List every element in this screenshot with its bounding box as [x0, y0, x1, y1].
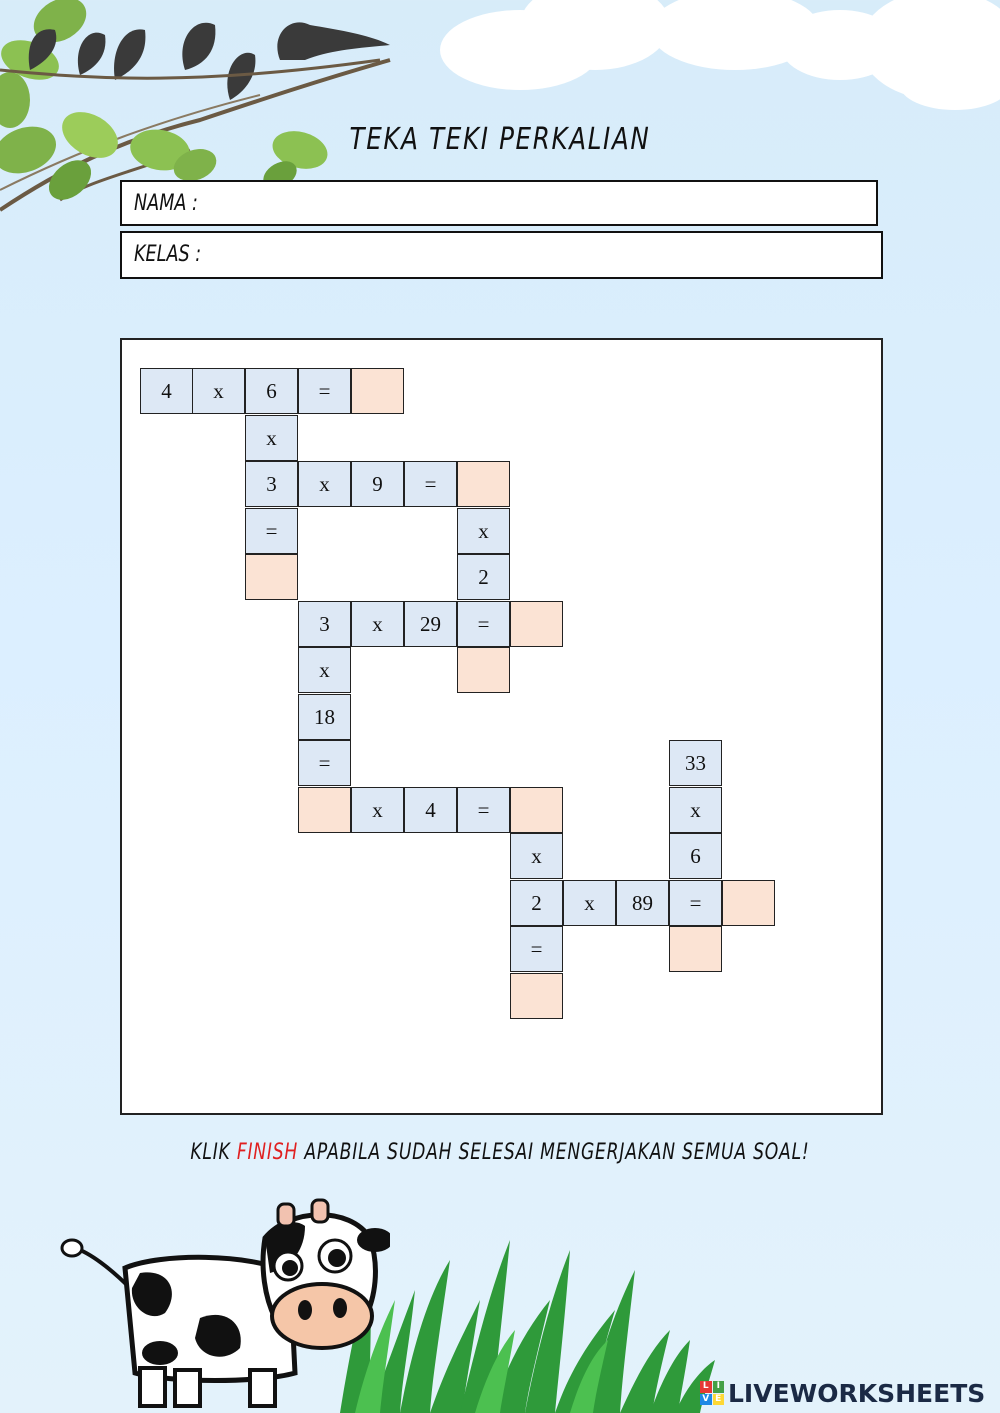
- cow-icon: [60, 1198, 390, 1413]
- puzzle-cell: 4: [140, 368, 193, 414]
- puzzle-cell: 2: [510, 880, 563, 926]
- puzzle-cell: 29: [404, 601, 457, 647]
- puzzle-cell: =: [510, 926, 563, 972]
- puzzle-cell: 9: [351, 461, 404, 507]
- puzzle-board: [120, 338, 883, 1115]
- puzzle-cell: x: [351, 601, 404, 647]
- class-field[interactable]: [120, 231, 883, 279]
- puzzle-cell: =: [298, 740, 351, 786]
- finish-highlight: FINISH: [236, 1140, 299, 1165]
- puzzle-cell: x: [245, 415, 298, 461]
- puzzle-cell: 33: [669, 740, 722, 786]
- answer-cell[interactable]: [457, 647, 510, 693]
- class-label: KELAS :: [134, 242, 202, 267]
- answer-cell[interactable]: [298, 787, 351, 833]
- puzzle-cell: =: [457, 601, 510, 647]
- page-title: TEKA TEKI PERKALIAN: [349, 122, 651, 157]
- liveworksheets-logo: [700, 1376, 995, 1410]
- swallow-birds-icon: [0, 0, 400, 140]
- answer-cell[interactable]: [457, 461, 510, 507]
- puzzle-cell: =: [245, 508, 298, 554]
- puzzle-cell: =: [298, 368, 351, 414]
- brand-name: LIVEWORKSHEETS: [728, 1378, 986, 1408]
- answer-cell[interactable]: [510, 601, 563, 647]
- puzzle-cell: x: [351, 787, 404, 833]
- logo-grid-icon: L I V E: [700, 1381, 724, 1405]
- puzzle-cell: x: [510, 833, 563, 879]
- instruction-after: APABILA SUDAH SELESAI MENGERJAKAN SEMUA SOAL!: [298, 1140, 810, 1165]
- puzzle-cell: x: [457, 508, 510, 554]
- puzzle-cell: 3: [245, 461, 298, 507]
- puzzle-cell: 2: [457, 554, 510, 600]
- puzzle-cell: 3: [298, 601, 351, 647]
- puzzle-cell: x: [192, 368, 245, 414]
- puzzle-cell: =: [457, 787, 510, 833]
- answer-cell[interactable]: [669, 926, 722, 972]
- name-label: NAMA :: [134, 191, 198, 216]
- name-field[interactable]: [120, 180, 878, 226]
- answer-cell[interactable]: [510, 973, 563, 1019]
- puzzle-cell: x: [298, 461, 351, 507]
- answer-cell[interactable]: [245, 554, 298, 600]
- puzzle-cell: 89: [616, 880, 669, 926]
- puzzle-cell: =: [404, 461, 457, 507]
- answer-cell[interactable]: [510, 787, 563, 833]
- grass-icon: [330, 1230, 730, 1413]
- puzzle-cell: 6: [245, 368, 298, 414]
- puzzle-cell: 6: [669, 833, 722, 879]
- puzzle-cell: 4: [404, 787, 457, 833]
- answer-cell[interactable]: [722, 880, 775, 926]
- puzzle-cell: x: [563, 880, 616, 926]
- puzzle-cell: x: [298, 647, 351, 693]
- puzzle-cell: x: [669, 787, 722, 833]
- instruction-text: [0, 1140, 1000, 1165]
- puzzle-cell: =: [669, 880, 722, 926]
- puzzle-cell: 18: [298, 694, 351, 740]
- instruction-before: KLIK: [190, 1140, 237, 1165]
- answer-cell[interactable]: [351, 368, 404, 414]
